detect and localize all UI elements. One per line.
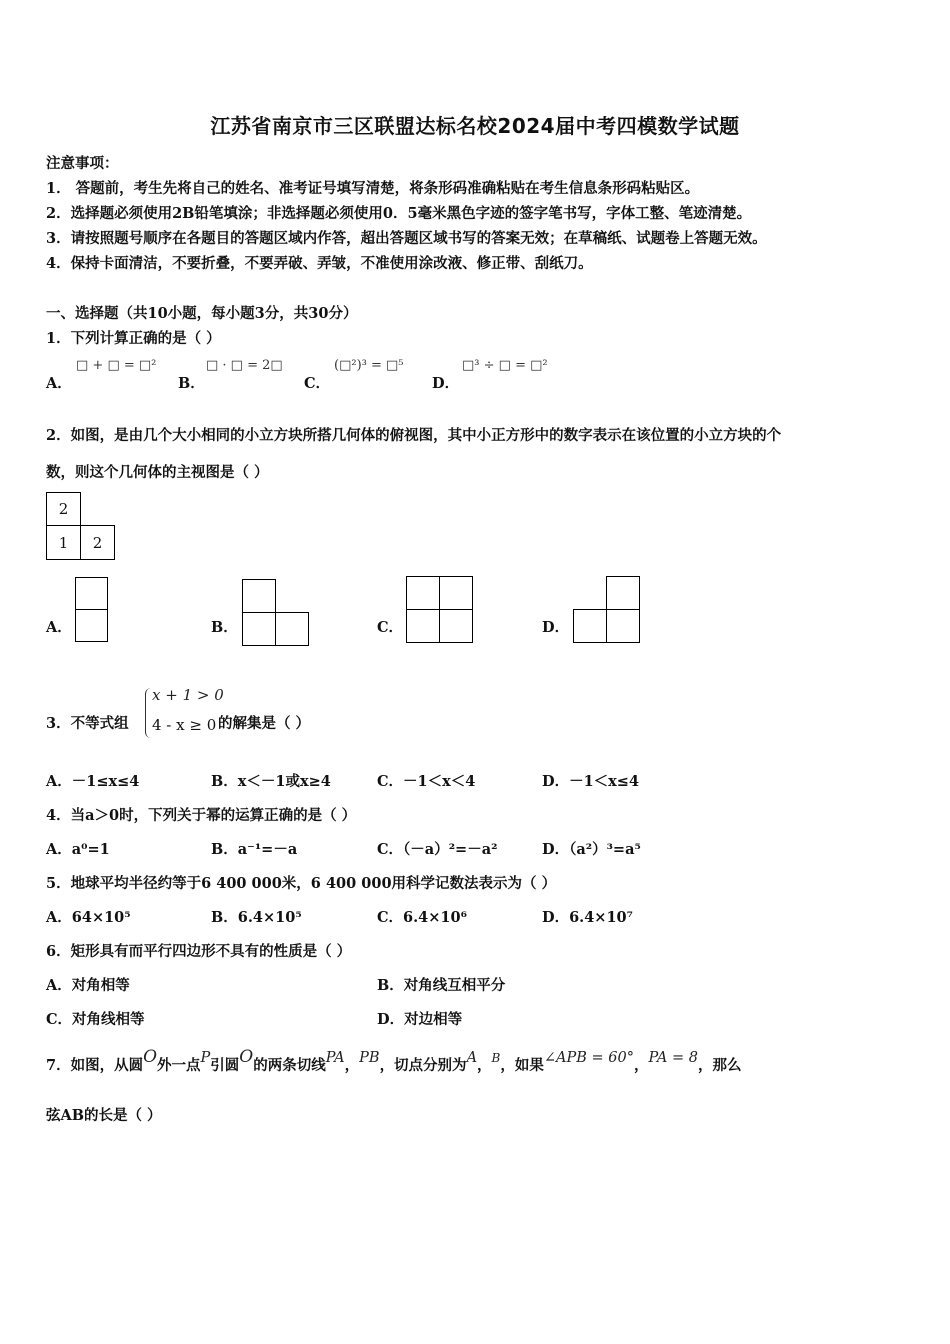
q3-option-a-label: A． [46,773,72,790]
q6-option-b-label: B． [377,977,404,994]
q7-part-5: ，切点分别为 [379,1057,467,1074]
q4-option-a-label: A． [46,841,72,858]
q4-option-a-text: a⁰=1 [71,841,110,858]
q6-option-a-text: 对角相等 [71,977,130,994]
figure-square [606,576,640,610]
q3-inequality-1 [152,686,224,704]
q2-option-b-label: B． [211,619,238,636]
q1-option-b-label: B． [178,375,205,392]
system-brace [145,688,152,738]
q7-comma-2: ， [477,1057,492,1074]
figure-square [75,577,108,610]
q5-option-c [377,906,467,927]
figure-square [275,612,309,646]
q1-stem: 1．下列计算正确的是（ ） [46,330,221,347]
q1-option-c-expr: (□²)³ = □⁵ [334,358,404,373]
q7-stem-line2: 弦AB的长是（ ） [46,1107,162,1124]
figure-square [439,609,473,643]
q6-option-a [46,974,130,995]
q4-option-c-text: （－a）²=－a² [403,841,498,858]
grid-cell-bottom-right: 2 [80,525,115,560]
q3-option-b-text: x＜－1或x≥4 [237,773,331,790]
figure-square [75,609,108,642]
q2-option-c-label: C． [377,619,404,636]
q2-stem-line2: 数，则这个几何体的主视图是（ ） [46,464,269,481]
q7-pa-length: PA = 8 [648,1050,698,1066]
q5-option-d-label: D． [542,909,570,926]
q7-part-1: 7．如图，从圆 [46,1057,144,1074]
q1-option-b-expr: □ · □ = 2□ [206,358,283,373]
q3-option-a [46,770,139,791]
q4-option-a [46,838,110,859]
q3-option-b [211,770,331,791]
q7-part-7: ，那么 [697,1057,742,1074]
q7-tangent-pa: PA [325,1050,345,1066]
figure-square [242,612,276,646]
q7-part-3: 引圆 [210,1057,240,1074]
q6-option-d-label: D． [377,1011,405,1028]
q4-option-d [542,838,641,859]
q6-option-c-text: 对角线相等 [72,1011,145,1028]
q7-circle-o: O [143,1047,158,1067]
notice-item-1: 1． 答题前，考生先将自己的姓名、准考证号填写清楚，将条形码准确粘贴在考生信息条形码粘贴区。 [46,180,700,197]
q3-option-c-label: C． [377,773,404,790]
q5-option-c-label: C． [377,909,404,926]
q3-inequality-1-text: x + 1 > 0 [152,686,224,704]
figure-square [406,576,440,610]
q3-inequality-2-text: 4 - x ≥ 0 [152,716,217,734]
q5-option-d [542,906,633,927]
q7-part-6: ，如果 [500,1057,544,1074]
q5-option-b [211,906,302,927]
q7-angle: ∠APB = 60° [543,1050,634,1066]
q3-option-d [542,770,639,791]
q6-option-d-text: 对边相等 [404,1011,463,1028]
q6-option-d [377,1008,462,1029]
notice-item-4: 4．保持卡面清洁，不要折叠，不要弄破、弄皱，不准使用涂改液、修正带、刮纸刀。 [46,255,593,272]
q5-option-c-text: 6.4×10⁶ [403,909,467,926]
q4-option-c [377,838,497,859]
notice-item-3: 3．请按照题号顺序在各题目的答题区域内作答，超出答题区域书写的答案无效；在草稿纸、试题卷上答题无效。 [46,230,767,247]
q7-part-2: 外一点 [157,1057,201,1074]
q1-option-d-label: D． [432,375,460,392]
q3-option-c-text: －1＜x＜4 [403,773,476,790]
q2-option-d-label: D． [542,619,570,636]
figure-square [573,609,607,643]
q4-stem: 4．当a＞0时，下列关于幂的运算正确的是（ ） [46,807,357,824]
q4-option-b-label: B． [211,841,238,858]
q7-comma-1: ， [344,1057,360,1074]
q6-stem: 6．矩形具有而平行四边形不具有的性质是（ ） [46,943,352,960]
grid-cell-bottom-left: 1 [46,525,81,560]
q5-option-a-label: A． [46,909,72,926]
q2-stem-line1: 2．如图，是由几个大小相同的小立方块所搭几何体的俯视图，其中小正方形中的数字表示在该位置的小立方块的个 [46,427,782,444]
page-title: 江苏省南京市三区联盟达标名校2024届中考四模数学试题 [210,114,740,138]
q3-prefix: 3．不等式组 [46,715,129,732]
q1-option-c-label: C． [304,375,331,392]
q7-point-p: P [200,1050,211,1066]
q4-option-b-text: a⁻¹=－a [237,841,298,858]
q5-option-b-text: 6.4×10⁵ [237,909,302,926]
q5-option-a [46,906,131,927]
figure-square [242,579,276,613]
q7-point-b: B [491,1051,501,1065]
q3-option-d-label: D． [542,773,570,790]
notice-heading: 注意事项： [46,155,119,172]
q7-circle-o-2: O [239,1047,254,1067]
q7-point-a: A [466,1050,478,1066]
q1-option-a-label: A． [46,375,72,392]
notice-item-2: 2．选择题必须使用2B铅笔填涂；非选择题必须使用0．5毫米黑色字迹的签字笔书写，字体工整、笔迹清楚。 [46,205,752,222]
q4-option-d-label: D． [542,841,570,858]
q6-option-c [46,1008,145,1029]
q3-option-c [377,770,475,791]
q3-option-d-text: －1＜x≤4 [569,773,640,790]
q3-option-b-label: B． [211,773,238,790]
q6-option-a-label: A． [46,977,72,994]
q4-option-c-label: C． [377,841,404,858]
section-heading: 一、选择题（共10小题，每小题3分，共30分） [46,305,358,322]
q7-part-4: 的两条切线 [253,1057,326,1074]
q1-option-d-expr: □³ ÷ □ = □² [462,358,548,373]
q6-option-b-text: 对角线互相平分 [403,977,506,994]
figure-square [606,609,640,643]
q3-suffix: 的解集是（ ） [218,715,311,732]
grid-cell-top-left: 2 [46,492,81,526]
q6-option-c-label: C． [46,1011,73,1028]
q7-comma-3: ， [633,1057,649,1074]
q5-option-a-text: 64×10⁵ [71,909,131,926]
figure-square [406,609,440,643]
q6-option-b [377,974,505,995]
q5-option-b-label: B． [211,909,238,926]
q3-inequality-2 [152,716,216,734]
q7-stem-line1 [46,1047,742,1075]
q4-option-b [211,838,297,859]
q2-option-a-label: A． [46,619,72,636]
q4-option-d-text: （a²）³=a⁵ [569,841,641,858]
figure-square [439,576,473,610]
q1-option-a-expr: □ + □ = □² [76,358,157,373]
q3-option-a-text: －1≤x≤4 [71,773,140,790]
q7-tangent-pb: PB [359,1050,380,1066]
q5-stem: 5．地球平均半径约等于6 400 000米，6 400 000用科学记数法表示为（ ） [46,875,557,892]
q5-option-d-text: 6.4×10⁷ [569,909,633,926]
